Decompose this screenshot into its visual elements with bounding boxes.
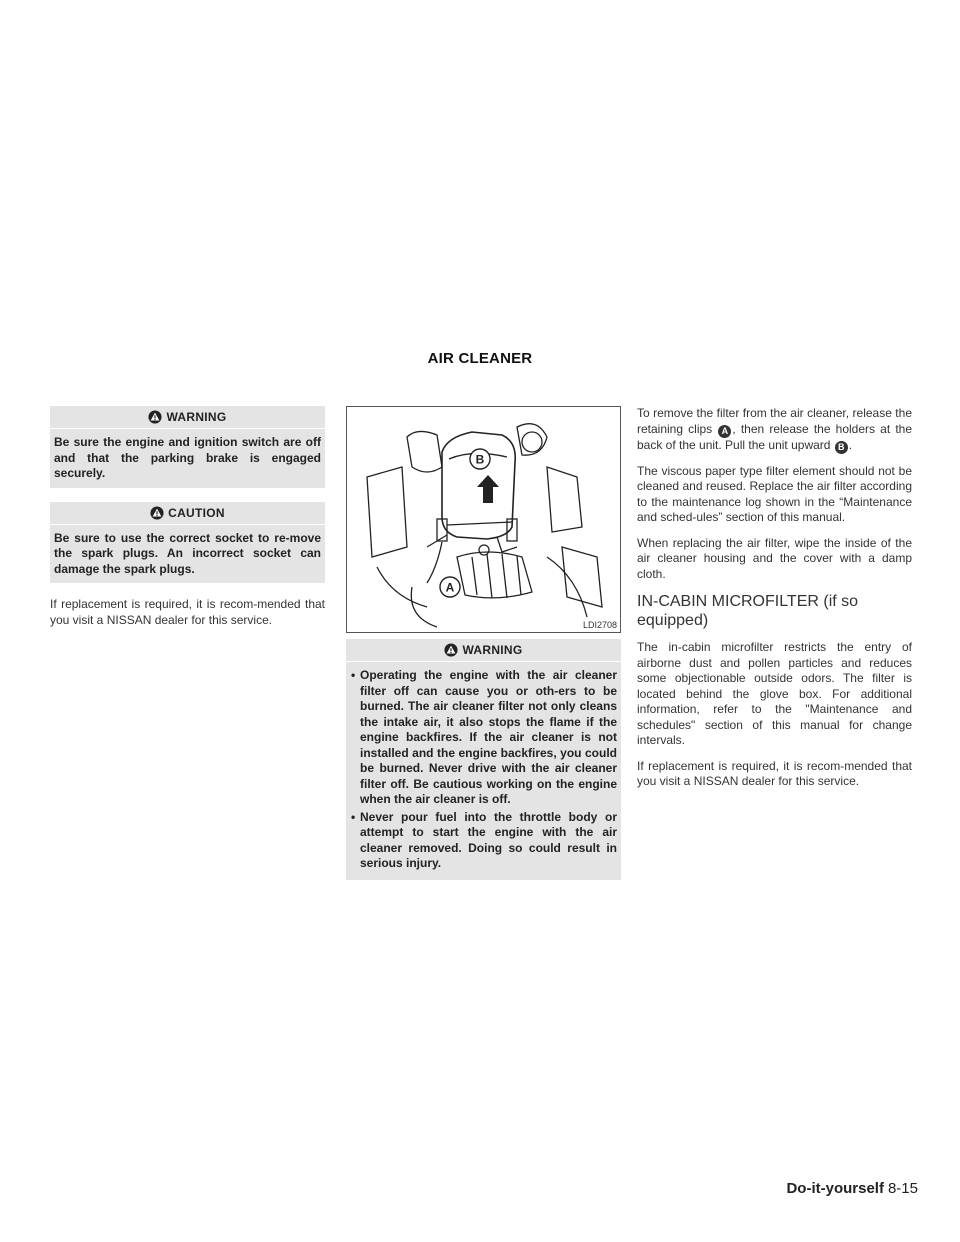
- warning-box-air-cleaner: [346, 639, 621, 880]
- marker-a: A: [718, 425, 731, 438]
- air-cleaner-figure: [346, 406, 621, 633]
- microfilter-paragraph: The in-cabin microfilter restricts the entry of airborne dust and pollen particles and reduces some objectionable outside odors. The filter is located behind the glove box. For additional information, refer to the "Maintenance and schedules" section of this manual for change intervals.: [637, 640, 912, 747]
- replacement-paragraph: If replacement is required, it is recom-mended that you visit a NISSAN dealer for this service.: [50, 597, 325, 627]
- warning-list: [346, 662, 621, 880]
- warning-box-engine-off: [50, 406, 325, 488]
- caution-box-spark-plugs: [50, 502, 325, 584]
- caution-triangle-icon: [150, 506, 164, 520]
- figure-label-b: B: [475, 452, 485, 467]
- filter-element-paragraph: The viscous paper type filter element should not be cleaned and reused. Replace the air filter according to the maintenance log shown in the “Maintenance and sched-ules” section of this manual.: [637, 463, 912, 524]
- caution-text: Be sure to use the correct socket to re-move the spark plugs. An incorrect socket can damage the spark plugs.: [54, 530, 321, 576]
- page-number: 8-15: [887, 1180, 918, 1197]
- warning-item: • Operating the engine with the air cleaner filter off can cause you or oth-ers to be burned. The air cleaner filter not only cleans the intake air, it also stops the flame if the engine backfires. If the air cleaner is not installed and the engine backfires, you could be burned. Never drive with the air cleaner filter off. Be cautious working on the engine when the air cleaner is off.: [350, 668, 617, 808]
- figure-code: LDI2708: [582, 620, 617, 630]
- remove-filter-text: , then release the holders at the back of the unit. Pull the unit upward: [637, 421, 912, 452]
- remove-filter-text: To remove the filter from the air cleaner, release the retaining clips: [637, 406, 912, 436]
- warning-label: WARNING: [462, 643, 523, 657]
- warning-triangle-icon: [148, 410, 162, 424]
- column-middle: [346, 406, 621, 894]
- warning-triangle-icon: [444, 643, 458, 657]
- section-title: AIR CLEANER: [427, 350, 533, 367]
- footer-section-label: Do-it-yourself: [786, 1180, 884, 1197]
- warning-label: WARNING: [166, 410, 227, 424]
- microfilter-subheading: IN-CABIN MICROFILTER (if so equipped): [637, 593, 859, 629]
- microfilter-replacement-paragraph: If replacement is required, it is recom-mended that you visit a NISSAN dealer for this service.: [637, 758, 912, 788]
- warning-text: Be sure the engine and ignition switch are off and that the parking brake is engaged securely.: [54, 435, 321, 480]
- page-footer: [786, 1180, 918, 1197]
- marker-b: B: [835, 441, 848, 454]
- engine-bay-illustration: [347, 407, 620, 632]
- warning-header: [50, 406, 325, 429]
- replacing-filter-paragraph: When replacing the air filter, wipe the inside of the air cleaner housing and the cover with a damp cloth.: [637, 535, 912, 581]
- warning-header: [346, 639, 621, 662]
- remove-filter-text: .: [848, 437, 853, 452]
- figure-label-a: A: [445, 580, 455, 595]
- warning-item: • Never pour fuel into the throttle body or attempt to start the engine with the air cleaner removed. Doing so could result in serious injury.: [350, 810, 617, 872]
- caution-header: [50, 502, 325, 525]
- caution-label: CAUTION: [168, 505, 225, 520]
- column-right: [637, 406, 912, 800]
- column-left: [50, 406, 325, 638]
- remove-filter-paragraph: [637, 406, 912, 454]
